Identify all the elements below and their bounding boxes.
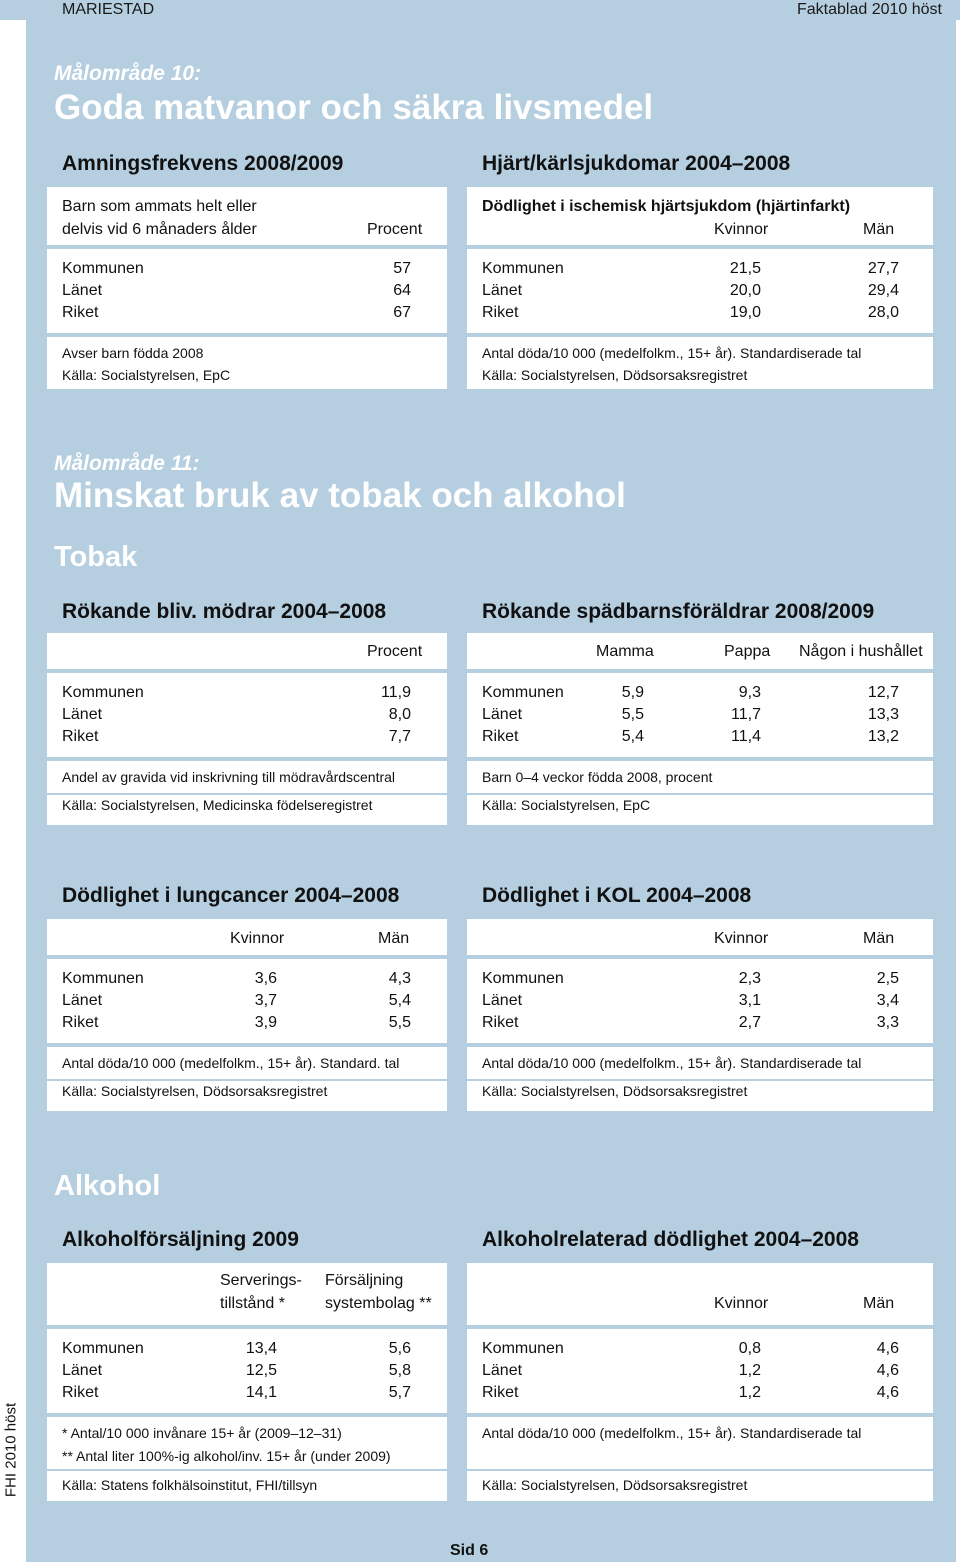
side-label-text: FHI 2010 höst	[2, 1402, 20, 1498]
note-text: Barn 0–4 veckor födda 2008, procent	[482, 769, 713, 785]
row-value: 11,7	[731, 706, 761, 723]
table-header	[467, 187, 933, 245]
table-source	[467, 1081, 933, 1111]
column-header: Någon i hushållet	[799, 643, 923, 660]
row-label: Länet	[62, 992, 103, 1009]
table-header	[47, 919, 447, 955]
side-label	[0, 1340, 22, 1560]
header-desc: Barn som ammats helt eller	[62, 198, 257, 215]
source-text: Källa: Socialstyrelsen, Medicinska födelseregistret	[62, 797, 373, 813]
source-text: Källa: Socialstyrelsen, Dödsorsaksregistret	[482, 1477, 748, 1493]
section-title: Amningsfrekvens 2008/2009	[62, 152, 344, 175]
table-notes	[467, 337, 933, 389]
row-value: 8,0	[388, 706, 411, 723]
note-text: ** Antal liter 100%-ig alkohol/inv. 15+ år (under 2009)	[62, 1448, 391, 1464]
row-value: 3,6	[254, 970, 277, 987]
section-title: Alkoholförsäljning 2009	[62, 1228, 299, 1251]
row-label: Kommunen	[62, 260, 144, 277]
source-text: Källa: Socialstyrelsen, Dödsorsaksregistret	[482, 1083, 748, 1099]
table-header	[47, 633, 447, 669]
row-label: Kommunen	[482, 684, 564, 701]
row-value: 20,0	[729, 282, 761, 299]
row-label: Riket	[482, 1014, 519, 1031]
row-value: 5,5	[388, 1014, 411, 1031]
table-body	[47, 959, 447, 1043]
factsheet-edition: Faktablad 2010 höst	[797, 1, 942, 18]
row-value: 1,2	[738, 1384, 761, 1401]
source-text: Källa: Socialstyrelsen, Dödsorsaksregistret	[62, 1083, 328, 1099]
table-notes	[467, 761, 933, 793]
row-label: Länet	[62, 282, 103, 299]
row-value: 2,3	[738, 970, 761, 987]
row-value: 14,1	[245, 1384, 277, 1401]
section-lungcancer	[47, 884, 447, 1114]
row-value: 5,8	[388, 1362, 411, 1379]
table-source	[47, 795, 447, 825]
section-rokmodrar	[47, 600, 447, 830]
column-header: Män	[863, 1295, 895, 1312]
table-body	[467, 249, 933, 333]
row-value: 4,6	[876, 1340, 899, 1357]
column-header: Män	[378, 930, 410, 947]
table-header	[467, 919, 933, 955]
row-value: 2,7	[738, 1014, 761, 1031]
row-label: Riket	[482, 304, 519, 321]
row-value: 5,4	[621, 728, 644, 745]
source-text: Källa: Socialstyrelsen, Dödsorsaksregistret	[482, 367, 748, 383]
column-header: tillstånd *	[220, 1295, 285, 1312]
area11-label: Målområde 11:	[54, 452, 200, 475]
tobak-heading: Tobak	[54, 541, 138, 573]
row-value: 3,7	[254, 992, 277, 1009]
note-text: Antal döda/10 000 (medelfolkm., 15+ år). Standardiserade tal	[482, 1055, 862, 1071]
row-value: 4,6	[876, 1384, 899, 1401]
row-label: Riket	[62, 1014, 99, 1031]
header-desc: delvis vid 6 månaders ålder	[62, 221, 257, 238]
row-label: Kommunen	[62, 1340, 144, 1357]
section-title: Dödlighet i KOL 2004–2008	[482, 884, 752, 907]
column-header: Serverings-	[220, 1272, 302, 1289]
row-value: 13,2	[867, 728, 899, 745]
column-header: systembolag **	[325, 1295, 432, 1312]
row-value: 3,3	[876, 1014, 899, 1031]
row-value: 21,5	[729, 260, 761, 277]
table-body	[47, 1329, 447, 1413]
section-title: Rökande bliv. mödrar 2004–2008	[62, 600, 387, 623]
column-header: Kvinnor	[230, 930, 285, 947]
row-value: 27,7	[867, 260, 899, 277]
section-alkforsaljning	[47, 1228, 447, 1504]
table-body	[467, 1329, 933, 1413]
table-notes	[467, 1417, 933, 1469]
municipality-name: MARIESTAD	[62, 1, 155, 18]
row-label: Kommunen	[482, 970, 564, 987]
bottom-margin	[0, 1562, 960, 1567]
table-source	[467, 795, 933, 825]
row-label: Kommunen	[62, 970, 144, 987]
section-alkdodlighet	[467, 1228, 933, 1504]
row-value: 11,4	[731, 728, 761, 745]
row-value: 2,5	[876, 970, 899, 987]
row-label: Länet	[482, 1362, 523, 1379]
row-label: Riket	[62, 1384, 99, 1401]
row-label: Riket	[482, 728, 519, 745]
source-text: Källa: Socialstyrelsen, EpC	[62, 367, 231, 383]
row-value: 67	[393, 304, 411, 321]
table-header	[47, 1263, 447, 1325]
row-value: 5,7	[388, 1384, 411, 1401]
header-bar	[0, 0, 960, 20]
column-header: Män	[863, 221, 895, 238]
area10-label: Målområde 10:	[54, 62, 202, 85]
section-title: Rökande spädbarnsföräldrar 2008/2009	[482, 600, 875, 623]
row-value: 29,4	[867, 282, 899, 299]
area10-title: Goda matvanor och säkra livsmedel	[54, 88, 654, 127]
column-header: Försäljning	[325, 1272, 404, 1289]
row-label: Riket	[482, 1384, 519, 1401]
section-kol	[467, 884, 933, 1114]
column-header: Kvinnor	[714, 221, 769, 238]
table-header	[467, 1263, 933, 1325]
table-header	[47, 187, 447, 245]
row-value: 0,8	[738, 1340, 761, 1357]
row-value: 19,0	[729, 304, 761, 321]
row-value: 3,9	[254, 1014, 277, 1031]
table-body	[47, 249, 447, 333]
note-text: Antal döda/10 000 (medelfolkm., 15+ år). Standardiserade tal	[482, 345, 862, 361]
header-subtitle: Dödlighet i ischemisk hjärtsjukdom (hjärtinfarkt)	[482, 198, 851, 215]
section-title: Alkoholrelaterad dödlighet 2004–2008	[482, 1228, 859, 1251]
row-label: Länet	[482, 992, 523, 1009]
column-header: Pappa	[724, 643, 771, 660]
table-source	[467, 1471, 933, 1501]
row-value: 5,9	[621, 684, 644, 701]
section-title: Dödlighet i lungcancer 2004–2008	[62, 884, 400, 907]
note-text: Avser barn födda 2008	[62, 345, 204, 361]
row-label: Kommunen	[482, 260, 564, 277]
column-header: Kvinnor	[714, 930, 769, 947]
source-text: Källa: Socialstyrelsen, EpC	[482, 797, 651, 813]
row-value: 28,0	[867, 304, 899, 321]
section-hjart	[467, 152, 933, 392]
row-value: 3,1	[738, 992, 761, 1009]
row-value: 4,6	[876, 1362, 899, 1379]
table-source	[47, 1471, 447, 1501]
column-header: Kvinnor	[714, 1295, 769, 1312]
table-body	[47, 673, 447, 757]
table-notes	[47, 761, 447, 793]
row-value: 13,3	[867, 706, 899, 723]
row-value: 11,9	[381, 684, 411, 701]
row-value: 12,7	[867, 684, 899, 701]
note-text: Andel av gravida vid inskrivning till mödravårdscentral	[62, 769, 396, 785]
column-header: Mamma	[596, 643, 654, 660]
row-value: 9,3	[738, 684, 761, 701]
row-value: 12,5	[245, 1362, 277, 1379]
note-text: Antal döda/10 000 (medelfolkm., 15+ år). Standardiserade tal	[482, 1425, 862, 1441]
table-notes	[47, 337, 447, 389]
row-value: 64	[393, 282, 411, 299]
section-amning	[47, 152, 447, 392]
table-notes	[47, 1047, 447, 1079]
row-label: Länet	[482, 282, 523, 299]
row-value: 5,6	[388, 1340, 411, 1357]
area11-title: Minskat bruk av tobak och alkohol	[54, 476, 626, 515]
note-text: * Antal/10 000 invånare 15+ år (2009–12–31)	[62, 1425, 342, 1441]
row-label: Länet	[482, 706, 523, 723]
column-header: Procent	[367, 221, 423, 238]
table-header	[467, 633, 933, 669]
table-body	[467, 673, 933, 757]
column-header: Män	[863, 930, 895, 947]
row-value: 5,4	[388, 992, 411, 1009]
row-value: 3,4	[876, 992, 899, 1009]
row-value: 5,5	[621, 706, 644, 723]
row-label: Riket	[62, 304, 99, 321]
row-label: Riket	[62, 728, 99, 745]
row-value: 4,3	[388, 970, 411, 987]
row-label: Kommunen	[482, 1340, 564, 1357]
alkohol-heading: Alkohol	[54, 1170, 161, 1202]
section-title: Hjärt/kärlsjukdomar 2004–2008	[482, 152, 791, 175]
column-header: Procent	[367, 643, 423, 660]
table-body	[467, 959, 933, 1043]
row-label: Kommunen	[62, 684, 144, 701]
table-notes	[47, 1417, 447, 1469]
row-value: 1,2	[738, 1362, 761, 1379]
row-value: 57	[393, 260, 411, 277]
table-source	[47, 1081, 447, 1111]
table-notes	[467, 1047, 933, 1079]
row-label: Länet	[62, 1362, 103, 1379]
note-text: Antal döda/10 000 (medelfolkm., 15+ år). Standard. tal	[62, 1055, 400, 1071]
row-value: 13,4	[245, 1340, 277, 1357]
row-value: 7,7	[388, 728, 411, 745]
page-number: Sid 6	[450, 1542, 489, 1559]
section-rokforaldrar	[467, 600, 933, 830]
row-label: Länet	[62, 706, 103, 723]
source-text: Källa: Statens folkhälsoinstitut, FHI/tillsyn	[62, 1477, 318, 1493]
